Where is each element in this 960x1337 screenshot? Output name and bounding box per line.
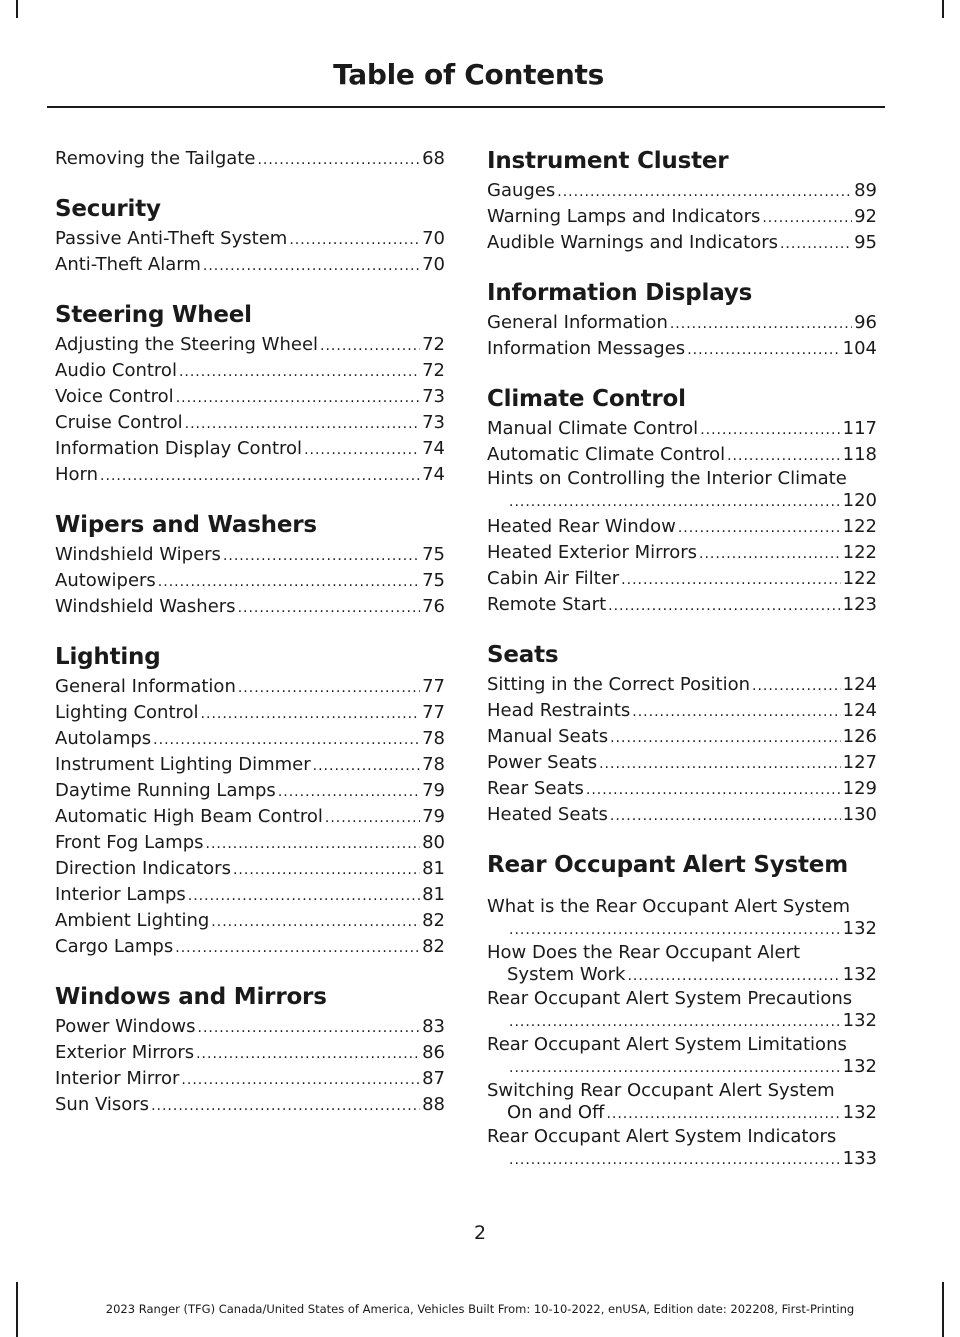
toc-entry-label: Passive Anti-Theft System — [55, 228, 288, 249]
toc-entry[interactable] — [55, 462, 445, 488]
page-number: 2 — [473, 1222, 487, 1244]
toc-entry-continuation — [487, 1056, 877, 1079]
toc-entry-page: 122 — [842, 542, 877, 563]
toc-entry[interactable] — [55, 384, 445, 410]
dot-leader — [752, 673, 841, 699]
toc-entry-label: Gauges — [487, 180, 556, 201]
dot-leader — [313, 753, 420, 779]
toc-entry-label: Interior Mirror — [55, 1068, 180, 1089]
toc-entry-page: 79 — [422, 806, 445, 827]
section-heading: Wipers and Washers — [55, 512, 317, 538]
toc-entry[interactable] — [55, 1066, 445, 1092]
toc-entry-page: 72 — [422, 360, 445, 381]
dot-leader — [780, 231, 852, 257]
toc-entry-label: Automatic Climate Control — [487, 444, 726, 465]
dot-leader — [223, 543, 420, 569]
toc-entry-page: 79 — [422, 780, 445, 801]
dot-leader — [610, 725, 841, 751]
toc-entry-page: 74 — [422, 438, 445, 459]
toc-entry[interactable] — [487, 1034, 877, 1079]
dot-leader — [632, 699, 840, 725]
toc-entry[interactable] — [487, 468, 877, 513]
toc-entry[interactable] — [487, 896, 877, 941]
dot-leader — [211, 909, 420, 935]
dot-leader — [257, 147, 420, 173]
dot-leader — [206, 831, 421, 857]
toc-entry[interactable] — [55, 778, 445, 804]
toc-entry-page: 122 — [842, 568, 877, 589]
toc-entry[interactable] — [487, 230, 877, 256]
toc-entry-label: General Information — [487, 312, 668, 333]
toc-entry-label: Autowipers — [55, 570, 156, 591]
section-heading: Windows and Mirrors — [55, 984, 327, 1010]
toc-entry[interactable] — [487, 776, 877, 802]
toc-entry-continuation — [487, 1148, 877, 1171]
toc-entry[interactable] — [55, 146, 445, 172]
toc-entry[interactable] — [55, 934, 445, 960]
toc-entry[interactable] — [55, 594, 445, 620]
toc-entry-page: 129 — [842, 778, 877, 799]
toc-entry-page: 88 — [422, 1094, 445, 1115]
toc-entry-label: Cruise Control — [55, 412, 183, 433]
toc-entry-label-rest: System Work — [507, 964, 626, 985]
toc-entry-page: 87 — [422, 1068, 445, 1089]
section-heading: Steering Wheel — [55, 302, 252, 328]
toc-entry-label: Anti-Theft Alarm — [55, 254, 201, 275]
dot-leader — [509, 491, 841, 513]
toc-entry-page: 74 — [422, 464, 445, 485]
toc-entry-label: Lighting Control — [55, 702, 199, 723]
toc-entry-page: 81 — [422, 884, 445, 905]
dot-leader — [509, 1149, 841, 1171]
dot-leader — [678, 515, 841, 541]
dot-leader — [151, 1093, 420, 1119]
toc-entry-label: Horn — [55, 464, 99, 485]
toc-entry-page: 68 — [422, 148, 445, 169]
toc-entry[interactable] — [55, 1092, 445, 1118]
toc-entry-label: Ambient Lighting — [55, 910, 210, 931]
toc-entry-page: 124 — [842, 700, 877, 721]
section-heading: Climate Control — [487, 386, 686, 412]
footer-text: 2023 Ranger (TFG) Canada/United States of America, Vehicles Built From: 10-10-2022, enUSA, Edition date: 202208, First-Printing — [105, 1302, 855, 1316]
crop-mark-top-left — [16, 0, 18, 18]
dot-leader — [599, 751, 841, 777]
toc-entry[interactable] — [487, 942, 877, 987]
toc-entry-page: 73 — [422, 412, 445, 433]
section-heading: Instrument Cluster — [487, 148, 729, 174]
toc-entry-label: Audible Warnings and Indicators — [487, 232, 778, 253]
toc-entry-label: What is the Rear Occupant Alert System — [487, 896, 851, 917]
dot-leader — [606, 1103, 840, 1125]
toc-entry-page: 132 — [842, 1010, 877, 1031]
toc-entry[interactable] — [55, 700, 445, 726]
dot-leader — [320, 333, 420, 359]
toc-entry-page: 117 — [842, 418, 877, 439]
dot-leader — [700, 417, 840, 443]
toc-entry[interactable] — [487, 178, 877, 204]
toc-entry-page: 78 — [422, 728, 445, 749]
toc-entry-label: Rear Occupant Alert System Limitations — [487, 1034, 847, 1055]
toc-entry-page: 118 — [842, 444, 877, 465]
toc-entry-continuation — [487, 490, 877, 513]
toc-entry-label: Information Display Control — [55, 438, 303, 459]
toc-entry[interactable] — [55, 252, 445, 278]
toc-entry-label: Automatic High Beam Control — [55, 806, 323, 827]
toc-entry-label: Rear Occupant Alert System Indicators — [487, 1126, 837, 1147]
dot-leader — [727, 443, 841, 469]
toc-entry[interactable] — [55, 436, 445, 462]
dot-leader — [188, 883, 420, 909]
toc-entry-label: Cabin Air Filter — [487, 568, 620, 589]
toc-entry-page: 83 — [422, 1016, 445, 1037]
section-heading: Lighting — [55, 644, 161, 670]
dot-leader — [325, 805, 420, 831]
toc-entry[interactable] — [55, 856, 445, 882]
toc-entry-label: Removing the Tailgate — [55, 148, 256, 169]
toc-entry[interactable] — [55, 1014, 445, 1040]
toc-entry-label: Information Messages — [487, 338, 686, 359]
toc-entry-page: 126 — [842, 726, 877, 747]
dot-leader — [762, 205, 852, 231]
toc-entry[interactable] — [487, 540, 877, 566]
toc-entry[interactable] — [55, 332, 445, 358]
toc-entry-continuation — [487, 1010, 877, 1033]
toc-entry-label-rest: On and Off — [507, 1102, 605, 1123]
toc-entry[interactable] — [55, 410, 445, 436]
dot-leader — [509, 1057, 841, 1079]
toc-entry[interactable] — [55, 358, 445, 384]
toc-entry-label: Heated Exterior Mirrors — [487, 542, 698, 563]
dot-leader — [687, 337, 840, 363]
toc-entry[interactable] — [55, 752, 445, 778]
toc-entry[interactable] — [487, 416, 877, 442]
dot-leader — [233, 857, 420, 883]
toc-entry[interactable] — [55, 568, 445, 594]
toc-entry[interactable] — [487, 750, 877, 776]
toc-entry-label: Warning Lamps and Indicators — [487, 206, 761, 227]
dot-leader — [627, 965, 840, 987]
toc-entry[interactable] — [55, 226, 445, 252]
dot-leader — [198, 1015, 421, 1041]
toc-entry-page: 133 — [842, 1148, 877, 1169]
dot-leader — [175, 935, 420, 961]
toc-entry-page: 104 — [842, 338, 877, 359]
toc-entry-page: 72 — [422, 334, 445, 355]
toc-entry-page: 132 — [842, 918, 877, 939]
toc-entry-label: Manual Climate Control — [487, 418, 699, 439]
toc-entry[interactable] — [487, 336, 877, 362]
toc-entry-label: Audio Control — [55, 360, 177, 381]
toc-entry-page: 82 — [422, 936, 445, 957]
dot-leader — [586, 777, 841, 803]
toc-entry-page: 122 — [842, 516, 877, 537]
toc-entry[interactable] — [55, 674, 445, 700]
toc-entry-page: 89 — [854, 180, 877, 201]
dot-leader — [699, 541, 841, 567]
toc-entry-label: Remote Start — [487, 594, 607, 615]
toc-entry-label: Direction Indicators — [55, 858, 231, 879]
section-heading: Information Displays — [487, 280, 753, 306]
toc-entry-label: Sun Visors — [55, 1094, 150, 1115]
toc-entry-label: Rear Seats — [487, 778, 584, 799]
toc-entry-page: 77 — [422, 676, 445, 697]
toc-entry-page: 76 — [422, 596, 445, 617]
dot-leader — [203, 253, 420, 279]
toc-entry[interactable] — [55, 830, 445, 856]
toc-entry-label: Daytime Running Lamps — [55, 780, 276, 801]
toc-entry-label: Autolamps — [55, 728, 152, 749]
toc-entry-page: 75 — [422, 570, 445, 591]
toc-entry-page: 73 — [422, 386, 445, 407]
dot-leader — [153, 727, 420, 753]
toc-entry-label: Switching Rear Occupant Alert System — [487, 1080, 835, 1101]
toc-entry-continuation — [487, 1102, 877, 1125]
dot-leader — [201, 701, 421, 727]
toc-entry-label: Interior Lamps — [55, 884, 186, 905]
dot-leader — [304, 437, 420, 463]
toc-entry-label: Power Windows — [55, 1016, 196, 1037]
toc-entry-label: Adjusting the Steering Wheel — [55, 334, 319, 355]
section-heading: Seats — [487, 642, 559, 668]
toc-entry[interactable] — [487, 1126, 877, 1171]
toc-entry-page: 75 — [422, 544, 445, 565]
title-rule — [47, 106, 885, 108]
dot-leader — [509, 919, 841, 941]
toc-left-column — [55, 146, 445, 1118]
toc-entry-label: Heated Seats — [487, 804, 608, 825]
toc-entry-page: 70 — [422, 228, 445, 249]
toc-right-column — [487, 146, 877, 1172]
toc-entry-page: 95 — [854, 232, 877, 253]
toc-entry-label: Instrument Lighting Dimmer — [55, 754, 311, 775]
dot-leader — [557, 179, 852, 205]
toc-entry-page: 82 — [422, 910, 445, 931]
toc-entry[interactable] — [487, 204, 877, 230]
toc-entry-label: Heated Rear Window — [487, 516, 676, 537]
section-heading: Security — [55, 196, 161, 222]
dot-leader — [278, 779, 420, 805]
toc-entry-page: 132 — [842, 964, 877, 985]
dot-leader — [238, 595, 421, 621]
dot-leader — [610, 803, 841, 829]
page-title: Table of Contents — [333, 58, 604, 91]
toc-entry-label: Head Restraints — [487, 700, 631, 721]
dot-leader — [608, 593, 840, 619]
toc-entry-page: 70 — [422, 254, 445, 275]
toc-entry[interactable] — [55, 726, 445, 752]
toc-entry-label: Front Fog Lamps — [55, 832, 204, 853]
toc-entry-label: Windshield Washers — [55, 596, 236, 617]
toc-entry-label: Manual Seats — [487, 726, 609, 747]
toc-entry[interactable] — [55, 882, 445, 908]
spacer — [487, 882, 877, 896]
toc-entry-label: Rear Occupant Alert System Precautions — [487, 988, 853, 1009]
toc-entry[interactable] — [487, 988, 877, 1033]
toc-entry-page: 124 — [842, 674, 877, 695]
dot-leader — [289, 227, 420, 253]
toc-entry[interactable] — [55, 1040, 445, 1066]
toc-entry[interactable] — [487, 698, 877, 724]
toc-entry[interactable] — [487, 1080, 877, 1125]
toc-entry-label: General Information — [55, 676, 236, 697]
toc-entry-label: Power Seats — [487, 752, 598, 773]
toc-entry-page: 130 — [842, 804, 877, 825]
toc-entry-page: 86 — [422, 1042, 445, 1063]
dot-leader — [181, 1067, 420, 1093]
toc-entry-continuation — [487, 964, 877, 987]
toc-entry[interactable] — [487, 442, 877, 468]
crop-mark-top-right — [942, 0, 944, 18]
dot-leader — [179, 359, 420, 385]
dot-leader — [196, 1041, 420, 1067]
toc-entry-label: Voice Control — [55, 386, 174, 407]
toc-entry-page: 123 — [842, 594, 877, 615]
toc-entry[interactable] — [487, 514, 877, 540]
dot-leader — [158, 569, 420, 595]
toc-entry-page: 92 — [854, 206, 877, 227]
dot-leader — [185, 411, 420, 437]
toc-entry[interactable] — [487, 592, 877, 618]
dot-leader — [670, 311, 852, 337]
dot-leader — [176, 385, 420, 411]
dot-leader — [238, 675, 420, 701]
toc-entry[interactable] — [487, 672, 877, 698]
dot-leader — [100, 463, 420, 489]
section-heading: Rear Occupant Alert System — [487, 852, 848, 878]
toc-entry-label: Hints on Controlling the Interior Climate — [487, 468, 847, 489]
dot-leader — [621, 567, 840, 593]
toc-entry[interactable] — [487, 802, 877, 828]
toc-entry[interactable] — [55, 542, 445, 568]
dot-leader — [509, 1011, 841, 1033]
toc-entry-page: 132 — [842, 1056, 877, 1077]
toc-entry-page: 81 — [422, 858, 445, 879]
toc-entry-label: Exterior Mirrors — [55, 1042, 195, 1063]
toc-entry-page: 132 — [842, 1102, 877, 1123]
toc-entry-label: How Does the Rear Occupant Alert — [487, 942, 801, 963]
toc-entry-label: Windshield Wipers — [55, 544, 221, 565]
toc-entry-label: Cargo Lamps — [55, 936, 174, 957]
toc-entry[interactable] — [55, 908, 445, 934]
toc-entry-page: 80 — [422, 832, 445, 853]
toc-entry[interactable] — [487, 310, 877, 336]
toc-entry-page: 77 — [422, 702, 445, 723]
toc-entry-page: 96 — [854, 312, 877, 333]
toc-entry[interactable] — [487, 566, 877, 592]
toc-entry-page: 78 — [422, 754, 445, 775]
toc-entry[interactable] — [487, 724, 877, 750]
toc-entry[interactable] — [55, 804, 445, 830]
toc-entry-label: Sitting in the Correct Position — [487, 674, 750, 695]
toc-entry-page: 120 — [842, 490, 877, 511]
toc-entry-continuation — [487, 918, 877, 941]
toc-entry-page: 127 — [842, 752, 877, 773]
